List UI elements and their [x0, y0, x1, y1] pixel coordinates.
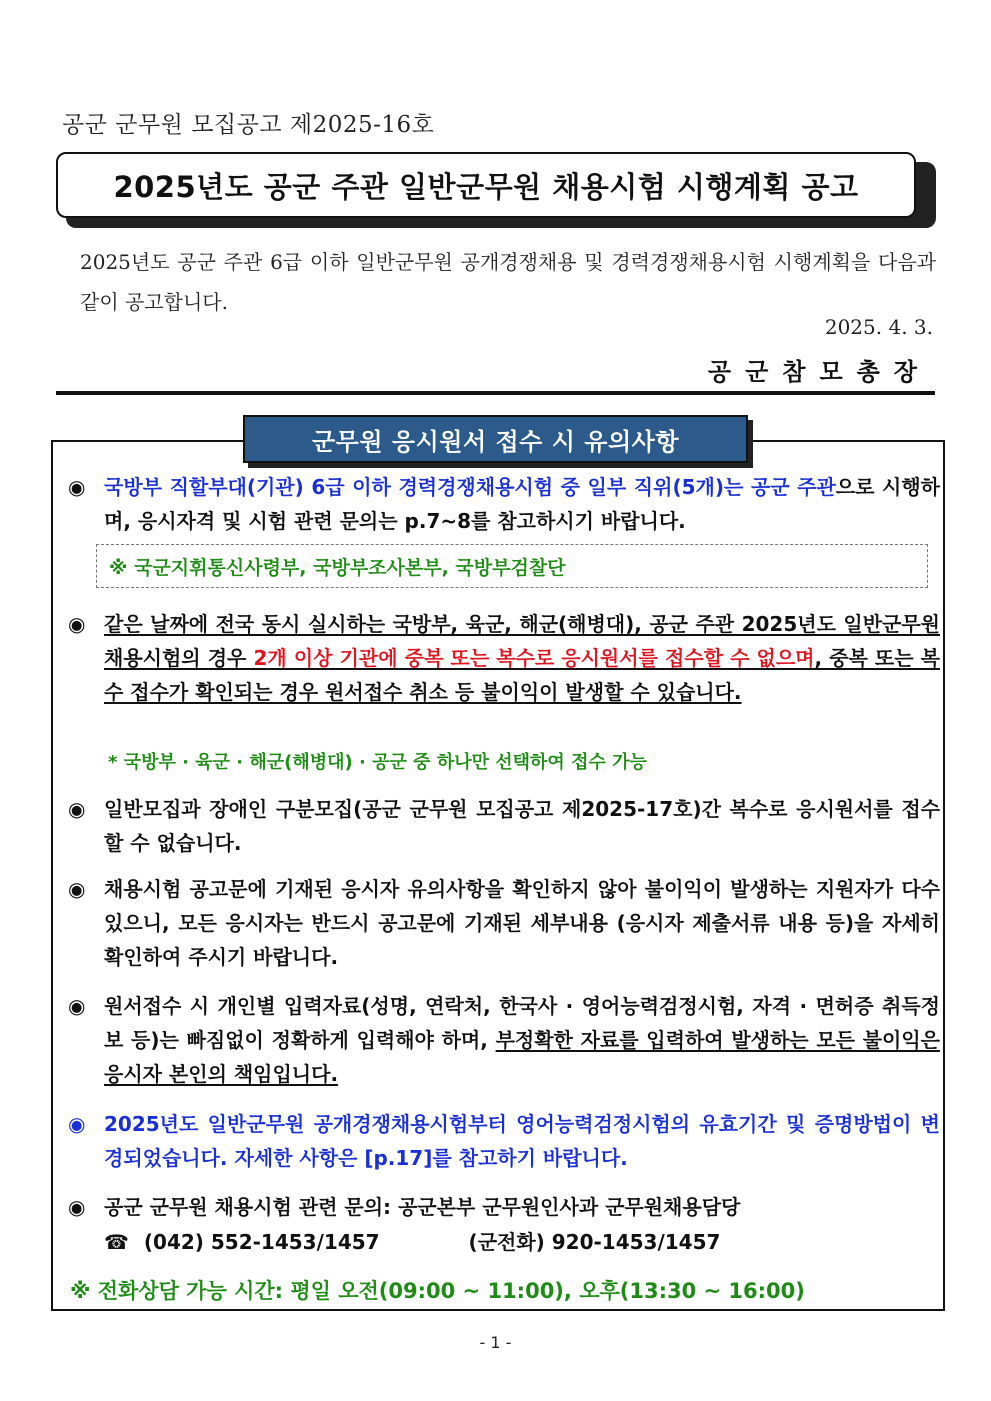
bullet-icon: ◉	[68, 1195, 86, 1219]
notice-item-3	[68, 792, 940, 860]
separator-line	[56, 391, 935, 395]
notice-item-2	[68, 607, 940, 709]
title-box	[56, 152, 916, 218]
item-3-text: 일반모집과 장애인 구분모집(공군 군무원 모집공고 제2025-17호)간 복수로 응시원서를 접수할 수 없습니다.	[104, 797, 940, 855]
section-title: 군무원 응시원서 접수 시 유의사항	[312, 427, 679, 456]
notice-item-5	[68, 989, 940, 1091]
bullet-icon: ◉	[68, 612, 86, 636]
bullet-icon: ◉	[68, 994, 86, 1018]
item-1-text	[104, 470, 940, 538]
phone-number-1: (042) 552-1453/1457	[143, 1230, 380, 1254]
bullet-icon: ◉	[68, 1112, 86, 1136]
section-title-box	[243, 415, 748, 463]
phone-line	[104, 1226, 720, 1255]
notice-number: 공군 군무원 모집공고 제2025-16호	[62, 112, 435, 138]
item-1-subbox: ※ 국군지휘통신사령부, 국방부조사본부, 국방부검찰단	[96, 544, 928, 588]
item-5-text	[104, 989, 940, 1091]
item-1-rest: 으로 시행하며, 응시자격 및 시험 관련 문의는 p.7~8를 참고하시기 바랍니다.	[104, 475, 940, 533]
item-5-underlined: 부정확한 자료를 입력하여 발생하는 모든 불이익은 응시자 본인의 책임입니다.	[104, 1028, 940, 1086]
phone-icon: ☎	[104, 1230, 129, 1254]
notice-date: 2025. 4. 3.	[824, 315, 933, 339]
consultation-hours: ※ 전화상담 가능 시간: 평일 오전(09:00 ~ 11:00), 오후(13:30 ~ 16:00)	[70, 1279, 805, 1303]
notice-item-6	[68, 1107, 940, 1175]
intro-paragraph: 2025년도 공군 주관 6급 이하 일반군무원 공개경쟁채용 및 경력경쟁채용시험 시행계획을 다음과 같이 공고합니다.	[80, 250, 936, 314]
item-4-text: 채용시험 공고문에 기재된 응시자 유의사항을 확인하지 않아 불이익이 발생하는 지원자가 다수 있으니, 모든 응시자는 반드시 공고문에 기재된 세부내용 (응시자 제출서류 내용 등)을 자세히 확인하여 주시기 바랍니다.	[104, 877, 940, 969]
phone-number-2: (군전화) 920-1453/1457	[468, 1230, 721, 1254]
bullet-icon: ◉	[68, 797, 86, 821]
item-2-part-b: , 중복 또는 복수 접수가 확인되는 경우 원서접수 취소 등 불이익이 발생할 수 있습니다.	[104, 646, 940, 704]
item-1-highlight: 국방부 직할부대(기관) 6급 이하 경력경쟁채용시험 중 일부 직위(5개)는 공군 주관	[104, 475, 836, 499]
item-5-part-a: 원서접수 시 개인별 입력자료(성명, 연락처, 한국사 · 영어능력검정시험, 자격 · 면허증 취득정보 등)는 빠짐없이 정확하게 입력해야 하며,	[104, 994, 940, 1052]
item-2-text	[104, 607, 940, 709]
item-2-note: * 국방부 · 육군 · 해군(해병대) · 공군 중 하나만 선택하여 접수 가능	[108, 752, 647, 773]
item-2-warning: 2개 이상 기관에 중복 또는 복수로 응시원서를 접수할 수 없으며	[253, 646, 815, 670]
notice-item-4	[68, 872, 940, 974]
notice-item-1	[68, 470, 940, 538]
page-title: 2025년도 공군 주관 일반군무원 채용시험 시행계획 공고	[113, 169, 859, 204]
bullet-icon: ◉	[68, 475, 86, 499]
item-7-text: 공군 군무원 채용시험 관련 문의: 공군본부 군무원인사과 군무원채용담당	[104, 1195, 741, 1219]
bullet-icon: ◉	[68, 877, 86, 901]
page-number: - 1 -	[479, 1333, 512, 1352]
notice-item-7	[68, 1190, 940, 1224]
issuer-name: 공군참모총장	[707, 357, 931, 386]
item-2-part-a: 같은 날짜에 전국 동시 실시하는 국방부, 육군, 해군(해병대), 공군 주관 2025년도 일반군무원 채용시험의 경우	[104, 612, 940, 670]
item-6-text: 2025년도 일반군무원 공개경쟁채용시험부터 영어능력검정시험의 유효기간 및 증명방법이 변경되었습니다. 자세한 사항은 [p.17]를 참고하기 바랍니다.	[104, 1112, 940, 1170]
